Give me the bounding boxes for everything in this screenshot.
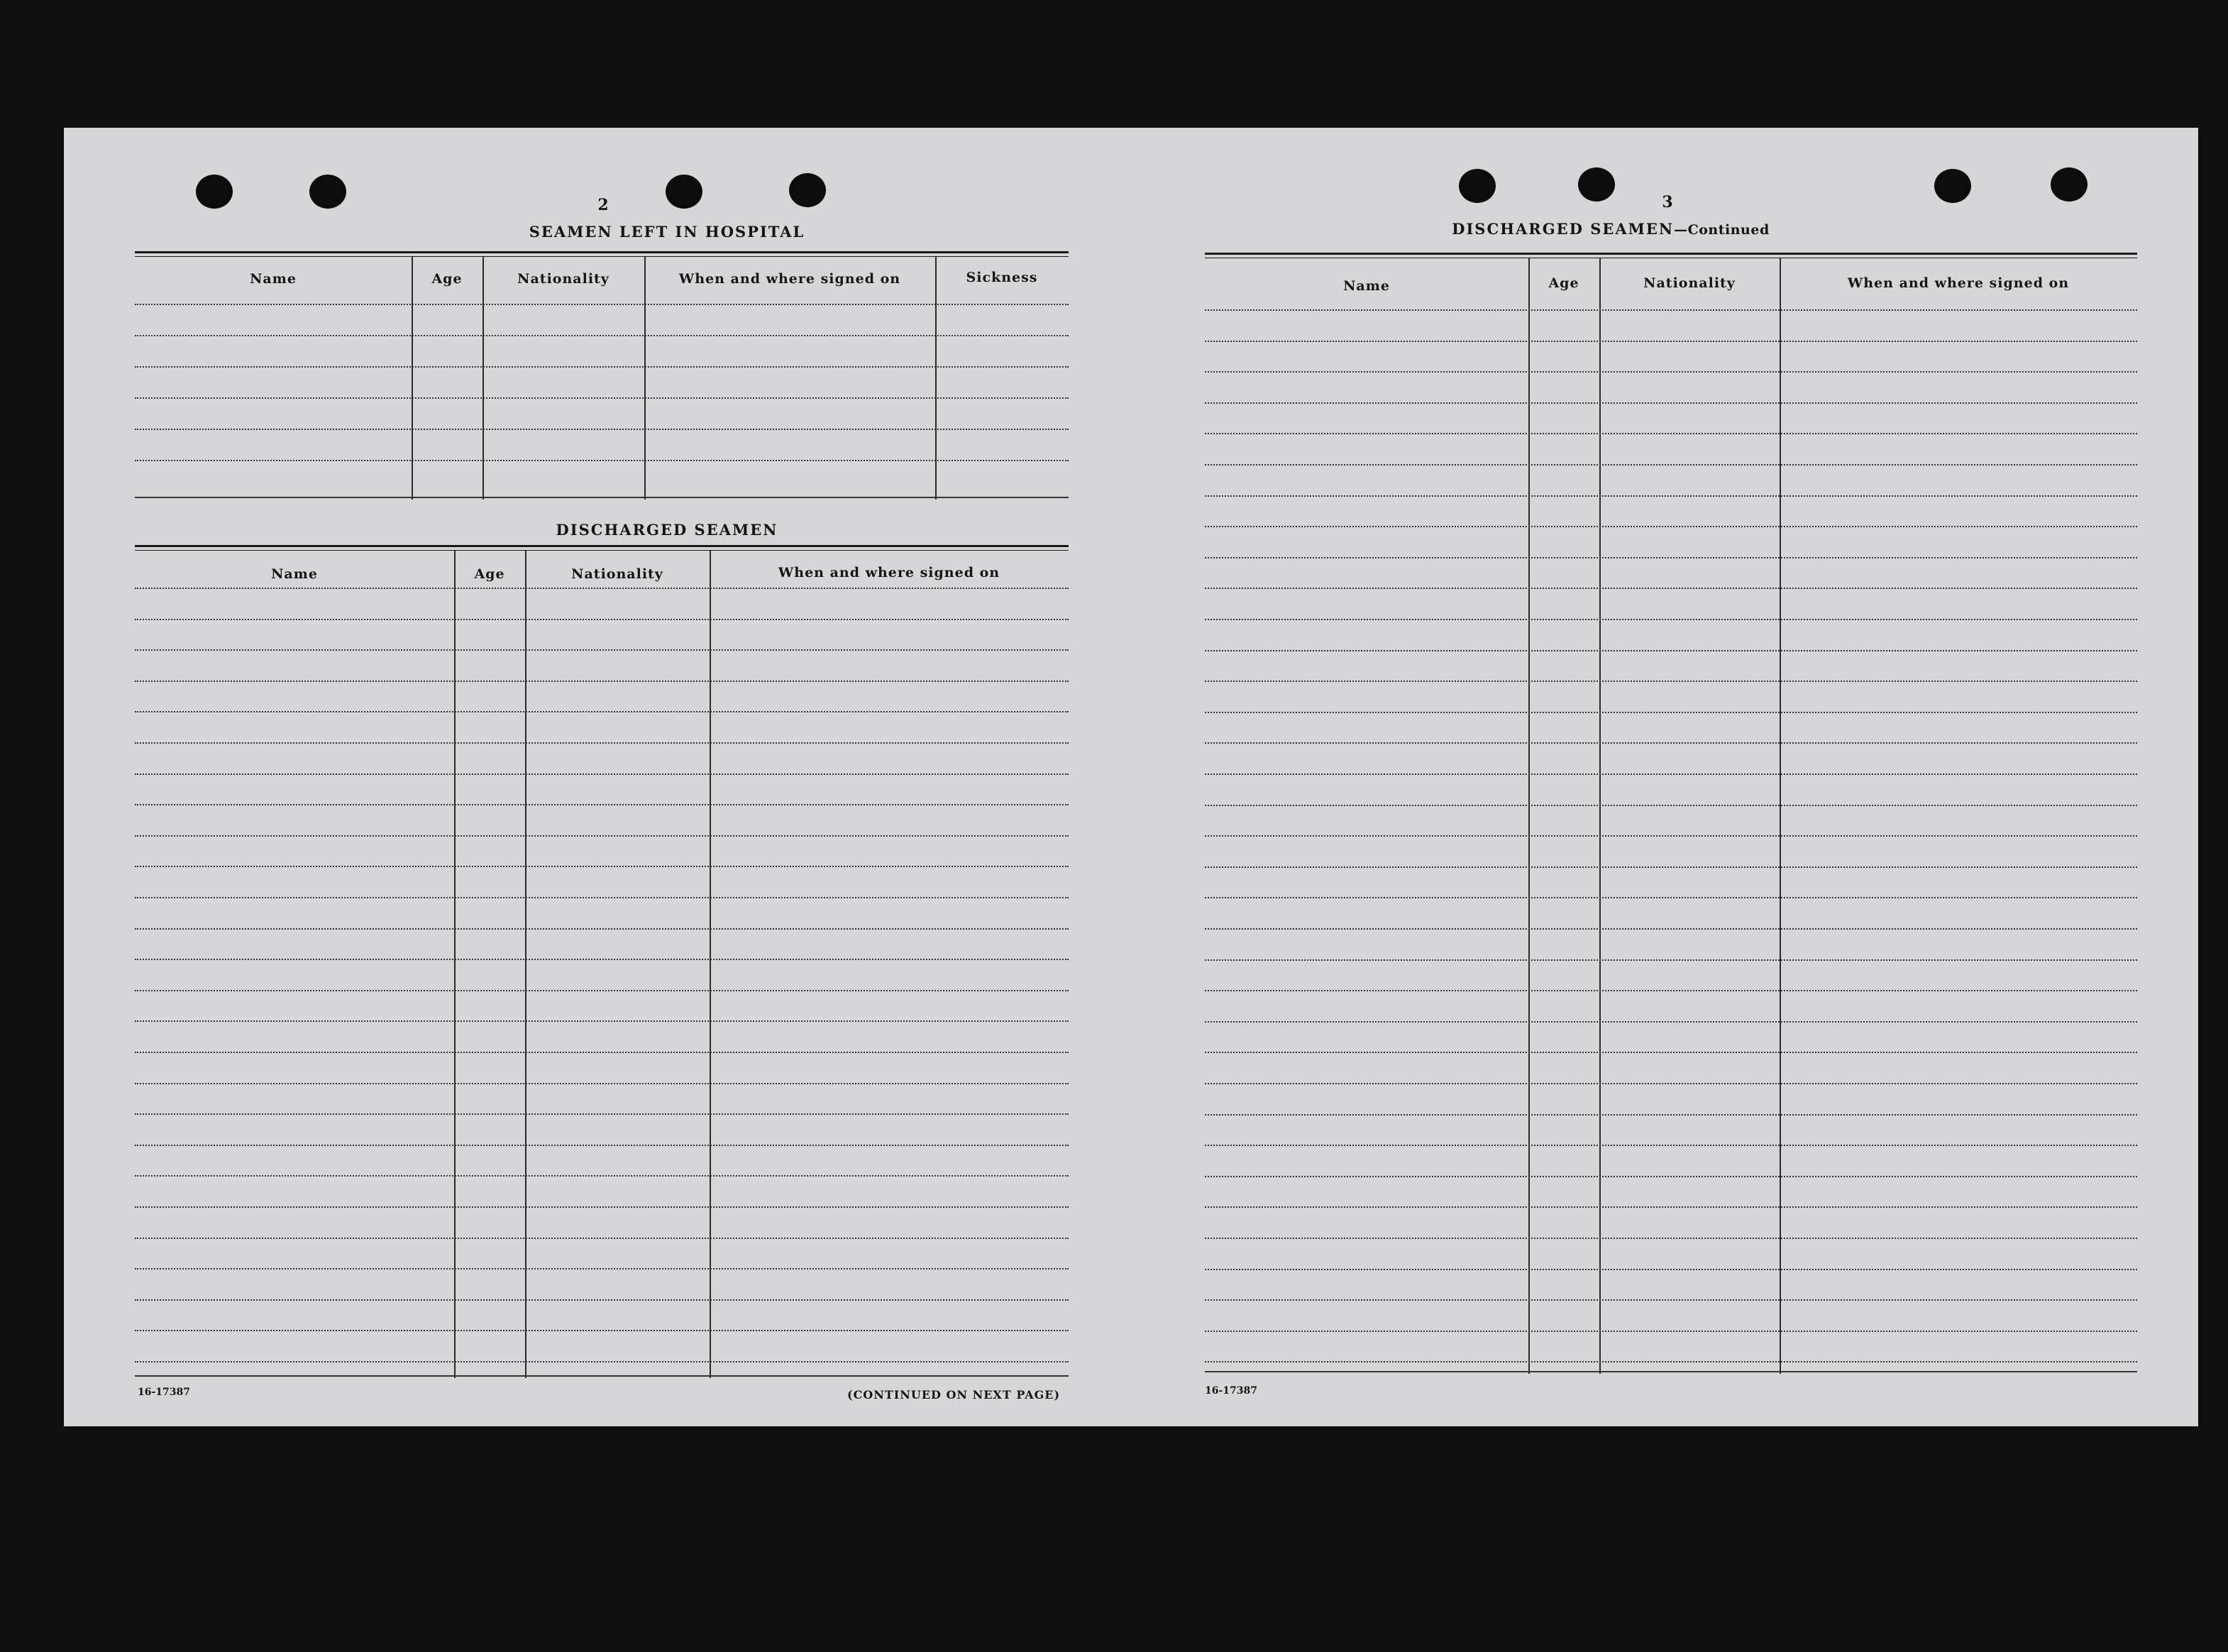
column-header-age: Age bbox=[1548, 275, 1579, 291]
blank-row-line bbox=[135, 1206, 1069, 1208]
column-header-age: Age bbox=[474, 566, 505, 582]
discharged-table bbox=[135, 545, 1069, 1378]
table-bottom-rule bbox=[135, 497, 1069, 498]
left-page bbox=[64, 128, 1128, 1426]
blank-row-line bbox=[1205, 1361, 2137, 1362]
blank-row-line bbox=[135, 1361, 1069, 1362]
blank-row-line bbox=[135, 304, 1069, 305]
blank-row-line bbox=[135, 1052, 1069, 1053]
form-code: 16-17387 bbox=[138, 1387, 190, 1398]
column-header-sickness: Sickness bbox=[966, 270, 1038, 285]
blank-row-line bbox=[135, 804, 1069, 805]
blank-row-line bbox=[135, 1268, 1069, 1270]
blank-row-line bbox=[135, 959, 1069, 960]
blank-row-line bbox=[1205, 371, 2137, 373]
table-bottom-rule bbox=[1205, 1371, 2137, 1372]
blank-row-line bbox=[1205, 897, 2137, 898]
blank-row-line bbox=[135, 460, 1069, 461]
page-number: 3 bbox=[1662, 193, 1673, 211]
blank-row-line bbox=[1205, 1206, 2137, 1208]
column-header-age: Age bbox=[431, 271, 463, 287]
blank-row-line bbox=[1205, 650, 2137, 651]
right-section-title-suffix: —Continued bbox=[1674, 222, 1770, 238]
blank-row-line bbox=[1205, 1145, 2137, 1146]
blank-row-line bbox=[135, 835, 1069, 837]
blank-row-line bbox=[135, 397, 1069, 399]
blank-row-line bbox=[135, 711, 1069, 712]
blank-row-line bbox=[1205, 928, 2137, 930]
blank-row-line bbox=[1205, 1299, 2137, 1301]
blank-row-line bbox=[135, 429, 1069, 430]
blank-row-line bbox=[135, 1145, 1069, 1146]
blank-row-line bbox=[135, 649, 1069, 651]
hospital-table bbox=[135, 251, 1069, 500]
right-page bbox=[1128, 128, 2198, 1426]
blank-row-line bbox=[1205, 433, 2137, 434]
blank-row-line bbox=[1205, 1331, 2137, 1332]
blank-row-line bbox=[135, 1175, 1069, 1177]
column-header-name: Name bbox=[250, 271, 297, 287]
blank-row-line bbox=[1205, 1021, 2137, 1023]
blank-row-line bbox=[135, 1083, 1069, 1084]
column-header-nationality: Nationality bbox=[571, 566, 663, 582]
discharged-rows bbox=[135, 545, 1069, 1378]
discharged-section-title: DISCHARGED SEAMEN bbox=[556, 521, 778, 539]
form-code: 16-17387 bbox=[1205, 1385, 1257, 1397]
blank-row-line bbox=[1205, 712, 2137, 713]
continued-note: (CONTINUED ON NEXT PAGE) bbox=[847, 1388, 1061, 1402]
blank-row-line bbox=[1205, 588, 2137, 589]
blank-row-line bbox=[135, 990, 1069, 991]
blank-row-line bbox=[1205, 341, 2137, 342]
blank-row-line bbox=[135, 588, 1069, 589]
blank-row-line bbox=[135, 897, 1069, 898]
blank-row-line bbox=[135, 681, 1069, 682]
blank-row-line bbox=[135, 1299, 1069, 1301]
blank-row-line bbox=[1205, 1114, 2137, 1116]
column-header-when-where: When and where signed on bbox=[678, 271, 901, 287]
column-header-when-where: When and where signed on bbox=[778, 565, 1000, 580]
blank-row-line bbox=[1205, 1269, 2137, 1270]
form-sheet bbox=[64, 128, 2198, 1426]
blank-row-line bbox=[1205, 557, 2137, 558]
blank-row-line bbox=[1205, 1052, 2137, 1053]
blank-row-line bbox=[135, 619, 1069, 620]
column-header-nationality: Nationality bbox=[1643, 275, 1736, 291]
blank-row-line bbox=[135, 928, 1069, 930]
blank-row-line bbox=[1205, 464, 2137, 466]
blank-row-line bbox=[1205, 619, 2137, 620]
blank-row-line bbox=[1205, 1083, 2137, 1084]
blank-row-line bbox=[1205, 495, 2137, 497]
page-number: 2 bbox=[597, 196, 609, 214]
table-bottom-rule bbox=[135, 1375, 1069, 1377]
blank-row-line bbox=[135, 335, 1069, 336]
blank-row-line bbox=[1205, 805, 2137, 806]
hospital-section-title: SEAMEN LEFT IN HOSPITAL bbox=[529, 223, 805, 241]
right-section-title bbox=[1412, 220, 1809, 238]
blank-row-line bbox=[135, 773, 1069, 775]
blank-row-line bbox=[1205, 959, 2137, 961]
blank-row-line bbox=[1205, 835, 2137, 837]
blank-row-line bbox=[1205, 990, 2137, 991]
blank-row-line bbox=[1205, 773, 2137, 775]
blank-row-line bbox=[1205, 866, 2137, 868]
blank-row-line bbox=[135, 742, 1069, 744]
hospital-rows bbox=[135, 251, 1069, 500]
blank-row-line bbox=[1205, 309, 2137, 311]
blank-row-line bbox=[135, 1238, 1069, 1239]
blank-row-line bbox=[1205, 526, 2137, 527]
column-header-name: Name bbox=[271, 566, 318, 582]
blank-row-line bbox=[1205, 402, 2137, 404]
column-header-when-where: When and where signed on bbox=[1847, 275, 2070, 291]
right-section-title-main: DISCHARGED SEAMEN bbox=[1452, 220, 1675, 238]
blank-row-line bbox=[1205, 681, 2137, 682]
blank-row-line bbox=[1205, 1238, 2137, 1239]
discharged-continued-rows bbox=[1205, 253, 2137, 1374]
column-header-name: Name bbox=[1343, 278, 1390, 294]
blank-row-line bbox=[1205, 742, 2137, 744]
blank-row-line bbox=[135, 866, 1069, 867]
blank-row-line bbox=[135, 1330, 1069, 1331]
blank-row-line bbox=[135, 1020, 1069, 1022]
blank-row-line bbox=[1205, 1176, 2137, 1177]
blank-row-line bbox=[135, 1113, 1069, 1115]
column-header-nationality: Nationality bbox=[517, 271, 610, 287]
discharged-continued-table bbox=[1205, 253, 2137, 1374]
blank-row-line bbox=[135, 366, 1069, 368]
